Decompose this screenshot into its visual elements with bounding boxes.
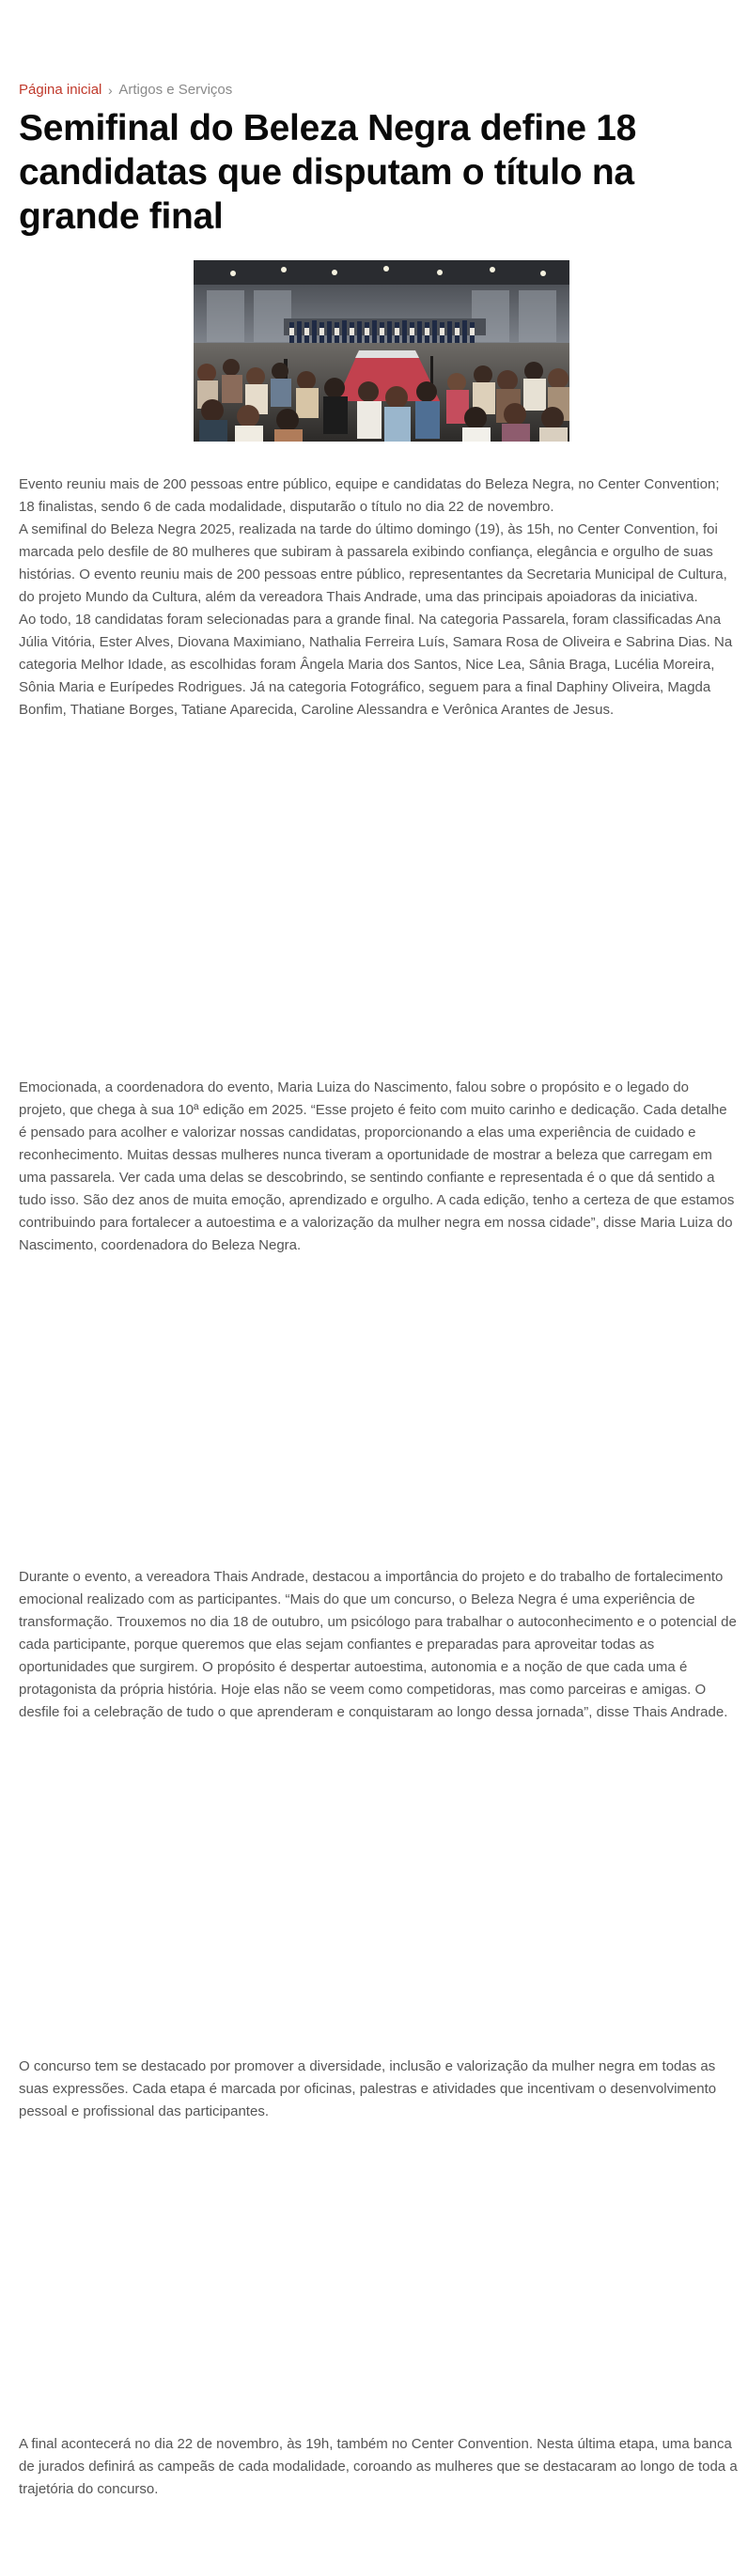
breadcrumb-current: Artigos e Serviços bbox=[118, 82, 233, 98]
breadcrumb bbox=[19, 81, 232, 100]
article-summary: Evento reuniu mais de 200 pessoas entre público, equipe e candidatas do Beleza Negra, no Center Convention; 18 finalistas, sendo 6 de cada modalidade, disputarão o título no dia 22 de novembro. bbox=[19, 476, 720, 515]
article-paragraph-intro: A semifinal do Beleza Negra 2025, realizada na tarde do último domingo (19), às 15h, no Center Convention, foi marcada pelo desfile de 80 mulheres que subiram à passarela exibindo confiança, elegância e orgulho de suas histórias. O evento reuniu mais de 200 pessoas entre público, representantes da Secretaria Municipal de Cultura, do projeto Mundo da Cultura, além da vereadora Thais Andrade, uma das principais apoiadoras da iniciativa. bbox=[19, 521, 727, 605]
article-paragraph-group-1 bbox=[19, 473, 738, 722]
article-paragraph-coordinator: Emocionada, a coordenadora do evento, Maria Luiza do Nascimento, falou sobre o propósito e o legado do projeto, que chega à sua 10ª edição em 2025. “Esse projeto é feito com muito carinho e dedicação. Cada detalhe é pensado para acolher e valorizar nossas candidatas, proporcionando a elas uma experiência de cuidado e reconhecimento. Muitas dessas mulheres nunca tiveram a oportunidade de mostrar a beleza que carregam em uma passarela. Ver cada uma delas se descobrindo, se sentindo confiante e representada é o que dá sentido a tudo isso. São dez anos de muita emoção, aprendizado e orgulho. A cada edição, tenho a certeza de que estamos contribuindo para fortalecer a autoestima e a valorização da mulher negra em nossa cidade”, disse Maria Luiza do Nascimento, coordenadora do Beleza Negra. bbox=[19, 1079, 735, 1253]
article-paragraph-final: A final acontecerá no dia 22 de novembro, às 19h, também no Center Convention. Nesta última etapa, uma banca de jurados definirá as campeãs de cada modalidade, coroando as mulheres que se destacaram ao longo de toda a trajetória do concurso. bbox=[19, 2436, 738, 2497]
article-paragraph-councilwoman: Durante o evento, a vereadora Thais Andrade, destacou a importância do projeto e do trabalho de fortalecimento emocional realizado com as participantes. “Mais do que um concurso, o Beleza Negra é uma experiência de transformação. Trouxemos no dia 18 de outubro, um psicólogo para trabalhar o autoconhecimento e o potencial de cada participante, porque queremos que elas sejam confiantes e preparadas para aproveitar todas as oportunidades que surgirem. O propósito é despertar autoestima, autonomia e a noção de que cada uma é protagonista da própria história. Hoje elas não se veem como competidoras, mas como parceiras e amigas. O desfile foi a celebração de tudo o que aprenderam e conquistaram ao longo dessa jornada”, disse Thais Andrade. bbox=[19, 1569, 737, 1720]
article-paragraph-finalists: Ao todo, 18 candidatas foram selecionadas para a grande final. Na categoria Passarela, foram classificadas Ana Júlia Vitória, Ester Alves, Diovana Maximiano, Nathalia Ferreira Luís, Samara Rosa de Oliveira e Sabrina Dias. Na categoria Melhor Idade, as escolhidas foram Ângela Maria dos Santos, Nice Lea, Sânia Braga, Lucélia Moreira, Sônia Maria e Eurípedes Rodrigues. Já na categoria Fotográfico, seguem para a final Daphiny Oliveira, Magda Bonfim, Thatiane Borges, Tatiane Aparecida, Caroline Alessandra e Verônica Arantes de Jesus. bbox=[19, 612, 733, 718]
article-hero-image bbox=[194, 260, 569, 442]
breadcrumb-home-link[interactable]: Página inicial bbox=[19, 82, 102, 98]
hero-photo-illustration bbox=[194, 260, 569, 442]
article-paragraph-diversity: O concurso tem se destacado por promover a diversidade, inclusão e valorização da mulher negra em todas as suas expressões. Cada etapa é marcada por oficinas, palestras e atividades que incentivam o desenvolvimento pessoal e profissional das participantes. bbox=[19, 2058, 717, 2119]
chevron-right-icon: › bbox=[108, 83, 113, 98]
article-title: Semifinal do Beleza Negra define 18 candidatas que disputam o título na grande final bbox=[19, 108, 637, 237]
